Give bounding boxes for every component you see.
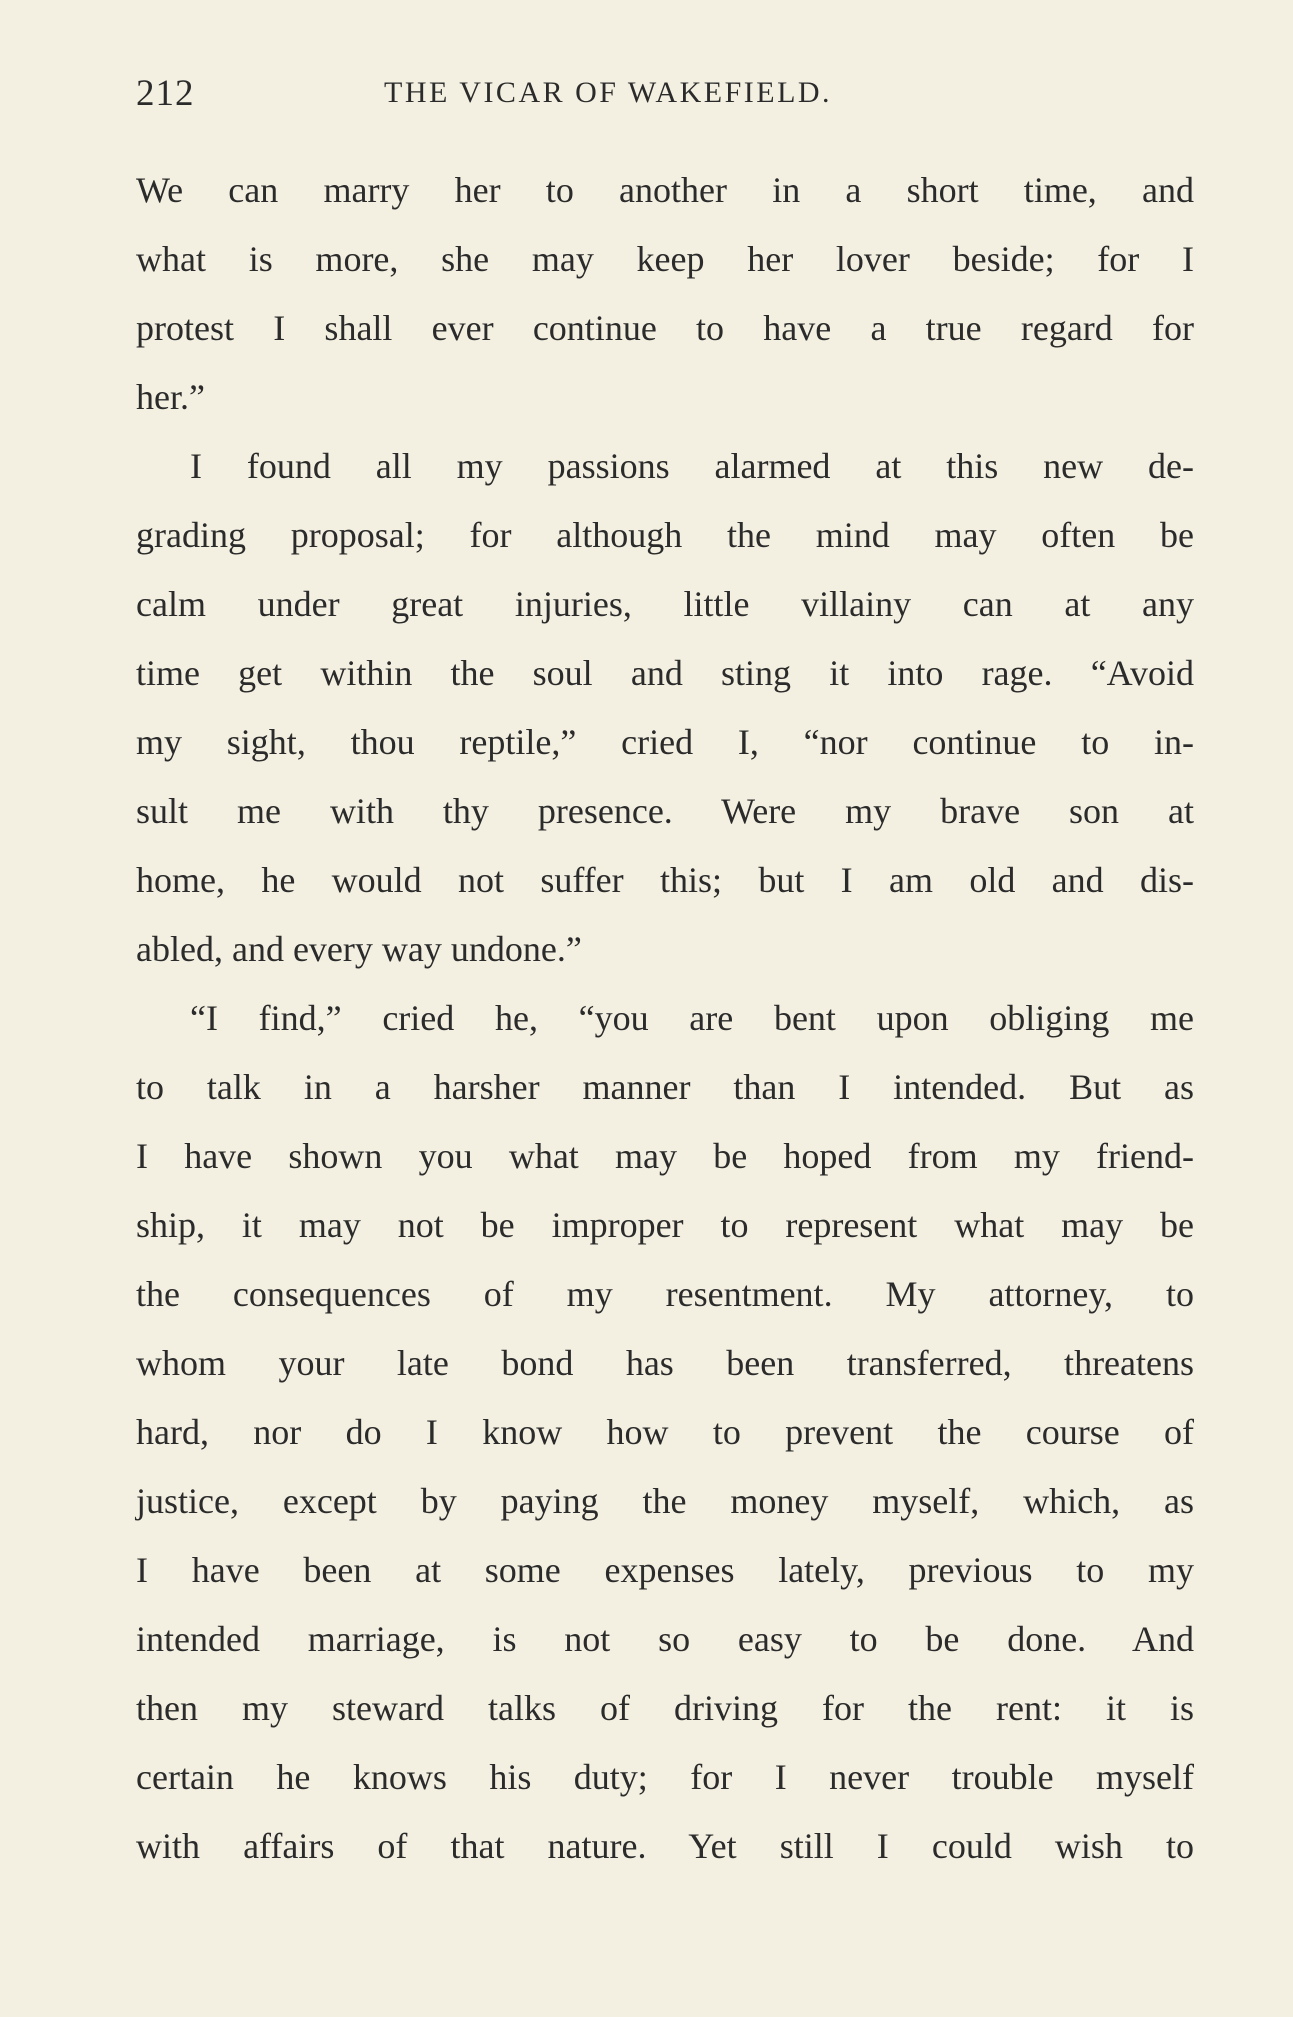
text-line: time get within the soul and sting it into rage. “Avoid — [136, 653, 1194, 693]
text-line: whom your late bond has been transferred, threatens — [136, 1343, 1194, 1383]
text-line: protest I shall ever continue to have a true regard for — [136, 308, 1194, 348]
text-line: to talk in a harsher manner than I intended. But as — [136, 1067, 1194, 1107]
text-line: abled, and every way undone.” — [136, 929, 582, 969]
text-line: hard, nor do I know how to prevent the course of — [136, 1412, 1194, 1452]
text-line: with affairs of that nature. Yet still I could wish to — [136, 1826, 1194, 1866]
text-line: grading proposal; for although the mind may often be — [136, 515, 1194, 555]
text-line: sult me with thy presence. Were my brave son at — [136, 791, 1194, 831]
text-line: “I find,” cried he, “you are bent upon obliging me — [190, 998, 1194, 1038]
text-line: intended marriage, is not so easy to be done. And — [136, 1619, 1194, 1659]
text-line: I have been at some expenses lately, previous to my — [136, 1550, 1194, 1590]
text-line: calm under great injuries, little villainy can at any — [136, 584, 1194, 624]
text-line: what is more, she may keep her lover beside; for I — [136, 239, 1194, 279]
text-line: We can marry her to another in a short time, and — [136, 170, 1194, 210]
text-line: then my steward talks of driving for the rent: it is — [136, 1688, 1194, 1728]
text-line: certain he knows his duty; for I never trouble myself — [136, 1757, 1194, 1797]
page-number: 212 — [136, 73, 195, 114]
text-line: the consequences of my resentment. My attorney, to — [136, 1274, 1194, 1314]
text-line: I have shown you what may be hoped from my friend- — [136, 1136, 1194, 1176]
text-line: I found all my passions alarmed at this new de- — [190, 446, 1194, 486]
text-line: justice, except by paying the money myself, which, as — [136, 1481, 1194, 1521]
text-line: my sight, thou reptile,” cried I, “nor continue to in- — [136, 722, 1194, 762]
page-header — [136, 72, 1191, 122]
running-title: THE VICAR OF WAKEFIELD. — [384, 76, 833, 109]
text-line: her.” — [136, 377, 205, 417]
text-line: ship, it may not be improper to represent what may be — [136, 1205, 1194, 1245]
text-line: home, he would not suffer this; but I am old and dis- — [136, 860, 1194, 900]
